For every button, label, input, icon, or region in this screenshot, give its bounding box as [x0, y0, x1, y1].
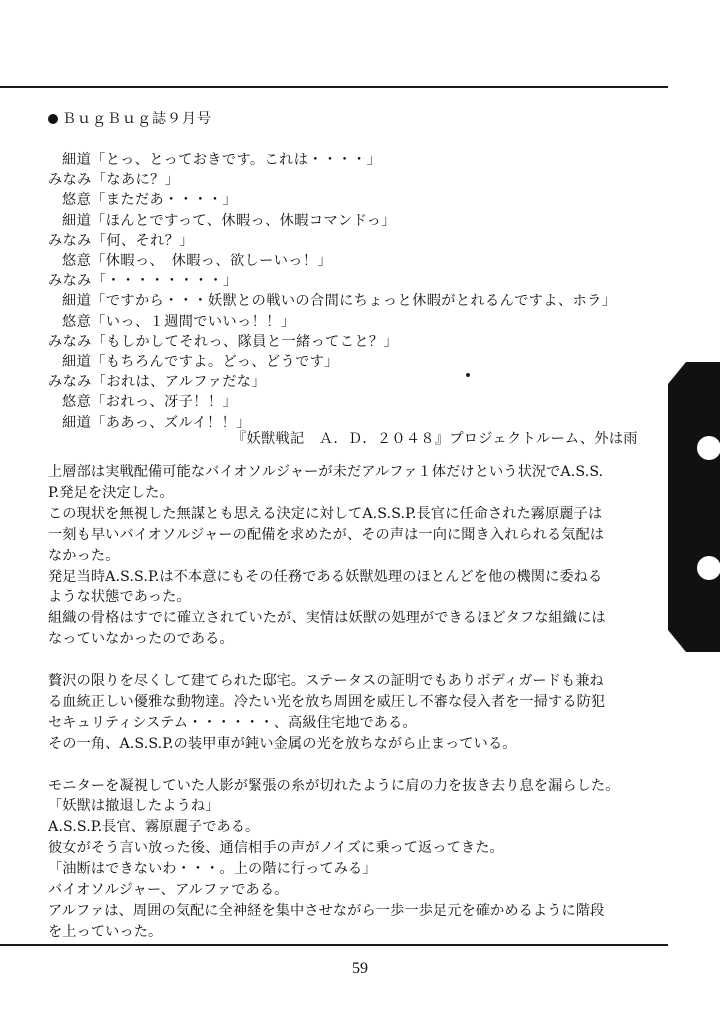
top-rule — [0, 86, 668, 88]
prose-line: モニターを凝視していた人影が緊張の糸が切れたように肩の力を抜き去り息を漏らした。 — [48, 777, 620, 794]
prose-line: なっていなかったのである。 — [48, 631, 234, 648]
dialogue-line: みなみ「何、それ？」 — [48, 232, 194, 249]
dialogue-line: 細道「とっ、とっておきです。これは・・・・」 — [62, 152, 382, 168]
prose-line: 「妖獣は撤退したようね」 — [48, 798, 220, 815]
dialogue-line: 悠意「まただあ・・・・」 — [62, 192, 238, 209]
prose-line: A.S.S.P.長官、霧原麗子である。 — [48, 819, 260, 836]
header-text: ＢｕｇＢｕｇ誌９月号 — [62, 111, 212, 127]
dialogue-line: みなみ「おれは、アルファだな」 — [48, 374, 266, 391]
prose-line: 発足当時A.S.S.P.は不本意にもその任務である妖獣処理のほとんどを他の機関に委ねる — [48, 568, 603, 585]
prose-line: なかった。 — [48, 547, 120, 564]
prose-line: 彼女がそう言い放った後、通信相手の声がノイズに乗って返ってきた。 — [48, 840, 504, 857]
prose-line: ような状態であった。 — [48, 589, 191, 606]
prose-line: 上層部は実戦配備可能なバイオソルジャーが未だアルファ１体だけという状況でA.S.S. — [48, 464, 604, 480]
dialogue-line: 細道「ですから・・・妖獣との戦いの合間にちょっと休暇がとれるんですよ、ホラ」 — [62, 293, 617, 310]
bullet-icon — [48, 114, 58, 124]
dialogue-line: 悠意「いっ、１週間でいいっ！！」 — [62, 313, 296, 330]
prose-line: バイオソルジャー、アルファである。 — [48, 882, 289, 898]
section-header — [48, 108, 212, 128]
prose-line: セキュリティシステム・・・・・・、高級住宅地である。 — [48, 714, 417, 731]
prose-line: 贅沢の限りを尽くして建てられた邸宅。ステータスの証明でもありボディガードも兼ね — [48, 673, 604, 689]
prose-line: る血統正しい優雅な動物達。冷たい光を放ち周囲を威圧し不審な侵入者を一掃する防犯 — [48, 693, 606, 710]
page-number: 59 — [352, 960, 368, 977]
dialogue-line: 細道「ほんとですって、休暇っ、休暇コマンドっ」 — [62, 212, 396, 229]
dialogue-line: みなみ「もしかしてそれっ、隊員と一緒ってこと？」 — [48, 333, 399, 350]
dialogue-line: みなみ「・・・・・・・・」 — [48, 273, 238, 290]
dialogue-line: 細道「もちろんですよ。どっ、どうです」 — [62, 354, 339, 370]
prose-line: この現状を無視した無謀とも思える決定に対してA.S.S.P.長官に任命された霧原麗子は — [48, 505, 603, 522]
chapter-tab — [668, 362, 720, 652]
prose-line: 組織の骨格はすでに確立されていたが、実情は妖獣の処理ができるほどタフな組織には — [48, 610, 606, 627]
prose-line: アルファは、周囲の気配に全神経を集中させながら一歩一歩足元を確かめるように階段 — [48, 902, 605, 919]
prose-line: 一刻も早いバイオソルジャーの配備を求めたが、その声は一向に聞き入れられる気配は — [48, 526, 605, 543]
bottom-rule — [0, 944, 668, 946]
scene-caption: 『妖獣戦記 Ａ．Ｄ．２０４８』プロジェクトルーム、外は雨 — [232, 431, 638, 447]
prose-line: 「油断はできないわ・・・。上の階に行ってみる」 — [48, 861, 377, 878]
prose-line: を上っていった。 — [48, 923, 163, 940]
dialogue-line: みなみ「なあに？」 — [48, 172, 180, 189]
dialogue-line: 悠意「おれっ、冴子！！」 — [62, 394, 238, 411]
prose-line: その一角、A.S.S.P.の装甲車が鈍い金属の光を放ちながら止まっている。 — [48, 735, 517, 752]
stray-dot — [466, 373, 470, 377]
dialogue-line: 細道「ああっ、ズルイ！！」 — [62, 414, 251, 431]
prose-line: P.発足を決定した。 — [48, 484, 174, 501]
dialogue-line: 悠意「休暇っ、 休暇っ、欲しーいっ！」 — [62, 253, 333, 269]
